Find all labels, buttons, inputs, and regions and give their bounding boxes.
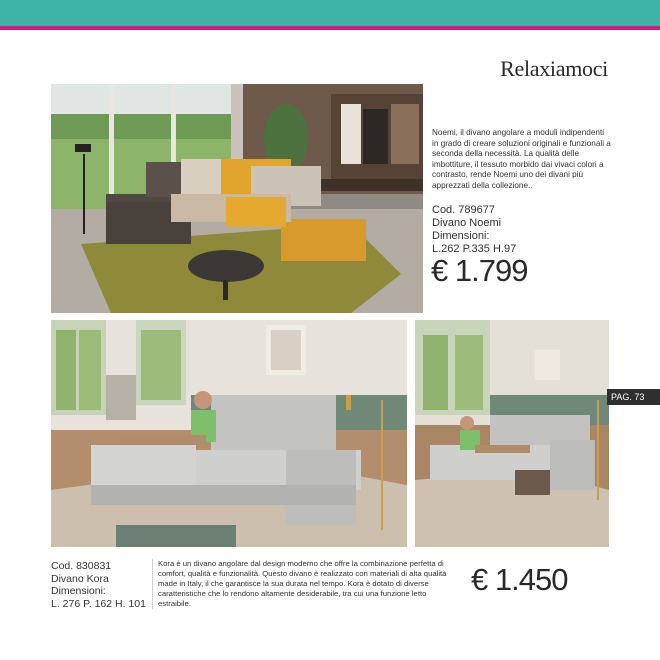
product1-dims: L.262 P.335 H.97: [432, 243, 517, 255]
product2-code: Cod. 830831: [51, 560, 112, 572]
divider: [152, 559, 153, 609]
product-photo-kora: [51, 320, 407, 547]
product1-description: Noemi, il divano angolare a moduli indipendenti in grado di creare soluzioni originali e funzionali a seconda della necessità. La qualità delle imbottiture, il tessuto morbido dai vivaci colori a contrasto, rende Noemi uno dei divani più apprezzati della collezione..: [432, 128, 611, 190]
product2-name: Divano Kora: [51, 572, 109, 585]
product1-specs: [432, 204, 516, 256]
product-photo-kora-bed: [415, 320, 609, 547]
product2-dims-label: Dimensioni:: [51, 585, 106, 597]
brand-logo: Relaxiamoci: [500, 56, 608, 81]
product2-dims: L. 276 P. 162 H. 101: [51, 597, 146, 610]
header-bar: [0, 0, 660, 26]
product1-code: Cod. 789677: [432, 204, 495, 216]
product1-dims-label: Dimensioni:: [432, 230, 490, 242]
product2-specs: [51, 560, 146, 610]
product1-name: Divano Noemi: [432, 217, 502, 229]
product2-price: € 1.450: [471, 562, 568, 597]
product2-description: Kora è un divano angolare dal design moderno che offre la combinazione perfetta di comfort, qualità e funzionalità. Questo divano è realizzato con materiali di alta qualità made in Italy, il che garantisce la sua durata nel tempo. Kora è dotato di diverse caratteristiche che lo rendono altamente desiderabile, tra cui una funzione letto estraibile.: [158, 559, 447, 608]
product1-price: € 1.799: [431, 253, 528, 288]
header-accent-line: [0, 26, 660, 30]
product-photo-noemi: [51, 84, 423, 313]
page-number-tab: PAG. 73: [607, 389, 660, 405]
